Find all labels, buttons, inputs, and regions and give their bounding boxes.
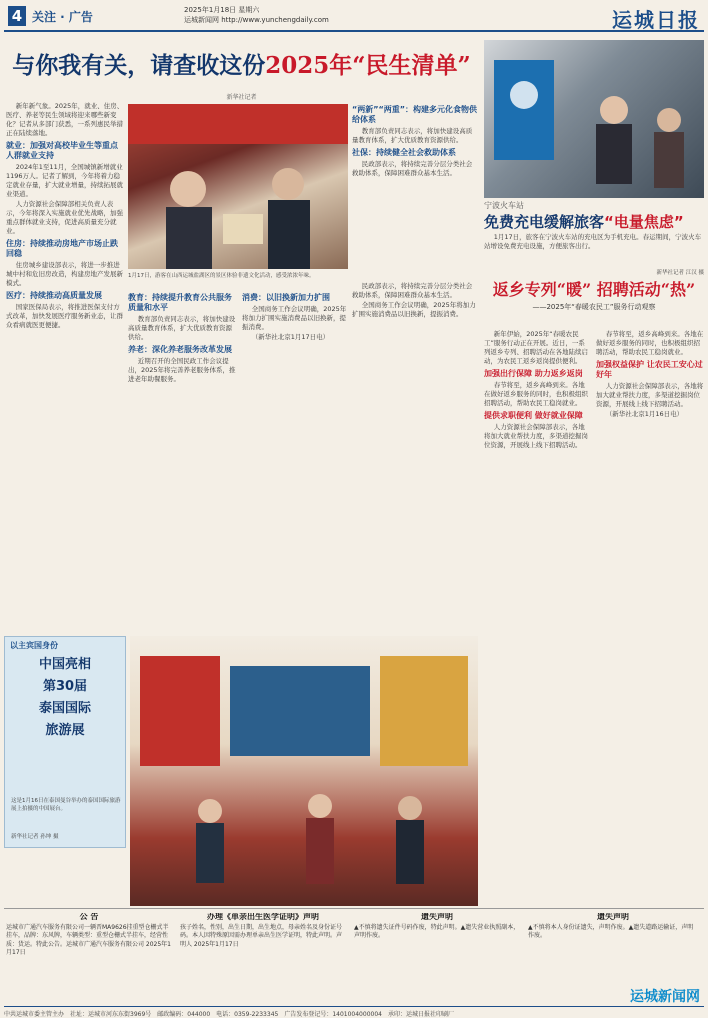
para-jobs: 2024年1至11月，全国城镇新增就业1196万人。记者了解到，今年将着力稳定就业存量，扩大就业增量，持续拓展就业渠道。 [6, 163, 123, 198]
para-culture: 教育部负责同志表示，将加快建设高质量教育体系，扩大优质教育资源供给。 [352, 127, 473, 144]
lead-column-2b [242, 290, 352, 620]
tourism-expo-ad [4, 636, 126, 848]
site-url: 运城新闻网 http://www.yunchengdaily.com [184, 16, 329, 24]
lead-column-4 [352, 282, 478, 622]
notices-strip [4, 908, 704, 1004]
lead-byline: 新华社记者 [226, 94, 257, 101]
fanxiang-column-1 [484, 330, 590, 905]
notice-4-title: 遗失声明 [597, 913, 629, 921]
para-edu: 教育部负责同志表示，将加快建设高质量教育体系，扩大优质教育资源供给。 [128, 315, 236, 341]
notice-2 [180, 913, 346, 949]
notice-4-body: ▲不慎将本人身份证遗失，声明作废。▲遗失道路运输证，声明作废。 [528, 923, 694, 939]
para-consume-2: 全国商务工作会议明确，2025年将加力扩围实施消费品以旧换新，提振消费。 [352, 301, 476, 318]
notice-2-body: 孩子姓名，性别，出生日期，出生地点，母亲姓名及身份证号码。本人因特殊原因需办理单亲出生医学证明，特此声明。声明人 2025年1月17日 [180, 923, 343, 948]
ad-title-line-3: 泰国国际 [38, 701, 91, 716]
notice-1-body: 运城市广通汽车服务有限公司一辆晋MA9626挂重型仓栅式半挂车，品牌：东风牌，车辆类型：重型仓栅式半挂车，经营性质：货运。特此公告。运城市广通汽车服务有限公司 2025年1月17日 [6, 923, 171, 956]
lead-signoff: （新华社北京1月17日电） [251, 333, 330, 341]
lead-column-2a [128, 290, 238, 620]
charging-article-title [484, 200, 704, 277]
para-housing: 住房城乡建设部表示，将进一步推进城中村和危旧房改造，构建房地产发展新模式。 [6, 261, 123, 287]
fanxiang-signoff: （新华社北京1月16日电） [605, 410, 684, 418]
subhead-jobs: 就业：加强对高校毕业生等重点人群就业支持 [6, 141, 118, 160]
ad-caption: 这是1月16日在泰国曼谷举办的泰国国际旅游展上拍摄的中国展台。 [11, 798, 121, 812]
subhead-culture: “两新”“两重”：构建多元化食物供给体系 [352, 105, 478, 124]
page-number: 4 [8, 6, 26, 26]
lead-photo-market [128, 104, 348, 269]
charging-kicker: 宁波火车站 [484, 201, 524, 210]
lead-column-3 [352, 102, 478, 277]
charging-credit: 新华社记者 江汉 摄 [656, 270, 704, 276]
ad-title-line-1: 中国亮相 [38, 657, 91, 672]
fanxiang-subhead-3: 加强权益保护 让农民工安心过好年 [596, 360, 703, 379]
fanxiang-para-2: 春节将至，返乡高峰到来。各地在做好返乡服务的同时，也积极组织招聘活动，帮助农民工稳岗就业。 [484, 381, 588, 407]
lead-column-1 [6, 102, 124, 632]
fanxiang-column-2 [596, 330, 704, 905]
para-old: 近期召开的全国民政工作会议提出，2025年将完善养老服务体系，推进老年助餐服务。 [128, 357, 236, 383]
subhead-consume: 消费：以旧换新加力扩围 [242, 293, 330, 302]
subhead-housing: 住房：持续推动房地产市场止跌回稳 [6, 239, 118, 258]
para-social: 民政部表示，将持续完善分层分类社会救助体系，保障困难群众基本生活。 [352, 160, 473, 177]
notice-3-body: ▲不慎将遗失证件号码作废，特此声明。▲遗失营业执照副本，声明作废。 [354, 923, 520, 939]
fanxiang-title-block [484, 278, 704, 312]
ad-title-line-2: 第30届 [42, 679, 88, 694]
site-watermark: 运城新闻网 [630, 989, 700, 1005]
para-jobs-2: 人力资源社会保障部相关负责人表示，今年将深入实施就业优先战略，加强重点群体就业支持，促进高质量充分就业。 [6, 200, 123, 235]
charging-illustration [484, 40, 704, 198]
fanxiang-para-1: 新年伊始，2025年“春暖农民工”服务行动正在开展。近日，一系列返乡专列、招聘活动在各地陆续启动，为农民工返乡返岗提供便利。 [484, 330, 588, 365]
subhead-social: 社保：持续健全社会救助体系 [352, 148, 456, 157]
section-label: 关注 · 广告 [32, 10, 93, 24]
issue-date: 2025年1月18日 星期六 [184, 6, 260, 14]
notice-3-title: 遗失声明 [421, 913, 453, 921]
notice-1 [6, 913, 172, 958]
subhead-health: 医疗：持续推动高质量发展 [6, 291, 102, 300]
subhead-old: 养老：深化养老服务改革发展 [128, 345, 232, 354]
ad-title-line-4: 旅游展 [45, 723, 85, 738]
page-header [4, 2, 704, 32]
ad-kicker: 以主宾国身份 [10, 641, 58, 650]
ad-credit: 新华社记者 孙坤 摄 [11, 834, 59, 840]
notice-4 [528, 913, 698, 941]
charging-station-photo [484, 40, 704, 198]
lead-headline: 与你我有关，请查收这份2025年“民生清单” [12, 52, 471, 79]
fanxiang-para-5: 人力资源社会保障部表示，各地将加大就业帮扶力度，多渠道挖掘岗位资源，开展线上线下招聘活动。 [596, 382, 704, 408]
fanxiang-para-4: 春节将至，返乡高峰到来。各地在做好返乡服务的同时，也积极组织招聘活动，帮助农民工稳岗就业。 [596, 330, 704, 356]
fanxiang-subhead-1: 加强出行保障 助力返乡返岗 [484, 369, 583, 378]
fanxiang-headline: 返乡专列“暖” 招聘活动“热” [492, 280, 696, 299]
para-social-2: 民政部表示，将持续完善分层分类社会救助体系，保障困难群众基本生活。 [352, 282, 473, 299]
lead-intro: 新年新气象。2025年，就业、住房、医疗、养老等民生领域将迎来哪些新变化？记者从多部门获悉，一系列惠民举措正在陆续落地。 [6, 102, 124, 137]
expo-illustration [130, 636, 478, 906]
fanxiang-para-3: 人力资源社会保障部表示，各地将加大就业帮扶力度，多渠道挖掘岗位资源，开展线上线下招聘活动。 [484, 423, 588, 449]
lead-headline-band [4, 46, 479, 94]
para-health: 国家医保局表示，将推进医保支付方式改革，加快发展医疗服务新业态，让群众看病就医更便捷。 [6, 303, 123, 329]
para-consume: 全国商务工作会议明确，2025年将加力扩围实施消费品以旧换新，提振消费。 [242, 305, 347, 331]
notice-1-title: 公 告 [79, 913, 99, 921]
fanxiang-subtitle: ——2025年“春暖农民工”服务行动观察 [532, 303, 656, 311]
fanxiang-subhead-2: 提供求职便利 做好就业保障 [484, 411, 583, 420]
charging-headline: 免费充电缓解旅客“电量焦虑” [484, 213, 684, 231]
page-footer: 中共运城市委主管主办 社址：运城市河东东街3969号 邮政编码：044000 电话：0359-2233345 广告发布登记号：1401004000004 承印：运城日报社印刷厂 [4, 1006, 704, 1018]
tourism-expo-photo [130, 636, 478, 906]
header-meta [184, 5, 329, 25]
masthead-logo: 运城日报 [612, 8, 700, 32]
charging-body: 1月17日，旅客在宁波火车站的充电区为手机充电。春运期间，宁波火车站增设免费充电设施，方便旅客出行。 [484, 233, 702, 250]
photo-illustration [128, 104, 348, 269]
notice-2-title: 办理《单亲出生医学证明》声明 [207, 913, 319, 921]
notice-3 [354, 913, 520, 941]
subhead-edu: 教育：持续提升教育公共服务质量和水平 [128, 293, 232, 312]
photo1-caption: 1月17日，游客在山西运城盐湖区的景区体验非遗文化活动，感受浓浓年味。 [128, 273, 315, 279]
